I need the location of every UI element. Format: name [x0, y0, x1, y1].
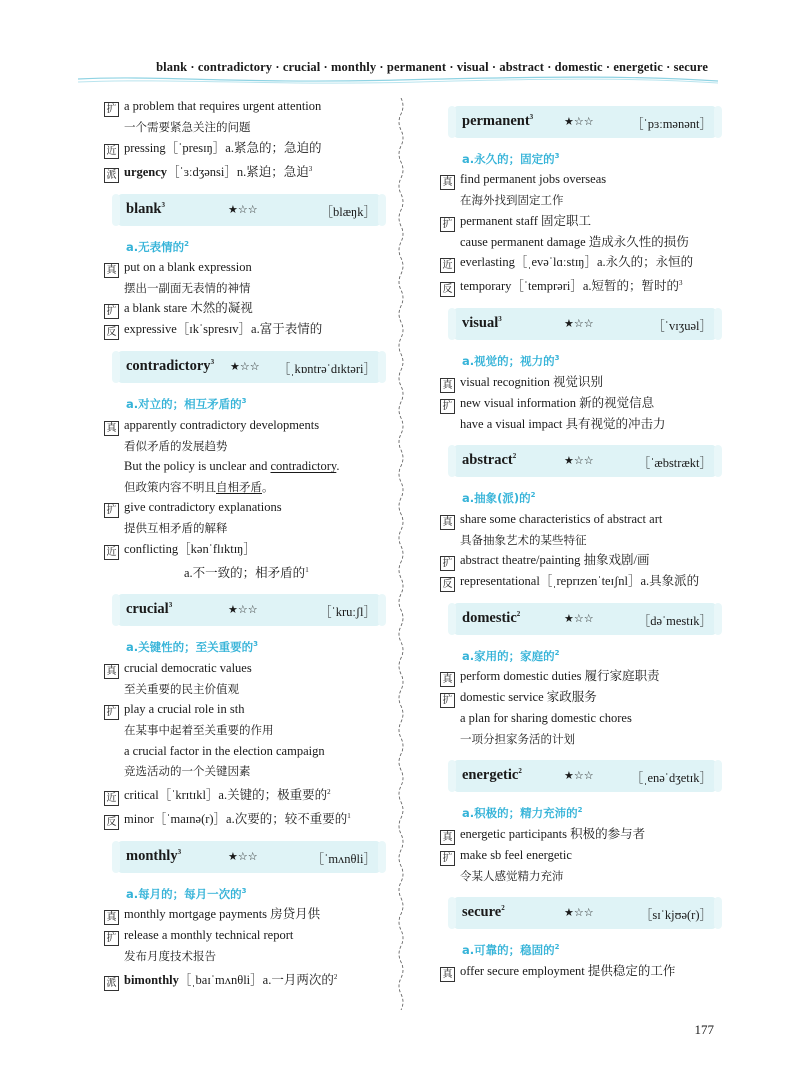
translation-line: 具备抽象艺术的某些特征 [460, 532, 587, 547]
derivative-line: 派 urgency［ˈɜːdʒənsi］n.紧迫；急迫$^3$ [104, 159, 386, 183]
tag-fan: 反 [440, 282, 455, 297]
tag-zhen: 真 [104, 664, 119, 679]
headword: contradictory$^3$ [126, 358, 215, 375]
example-line: 真 find permanent jobs overseas [440, 169, 722, 190]
synonym-line: 近 everlasting［ˌevəˈlɑːstɪŋ］a.永久的；永恒的 [440, 252, 722, 273]
entry-header-abstract [454, 445, 716, 477]
tag-pai: 派 [104, 976, 119, 991]
tag-zhen: 真 [104, 263, 119, 278]
example-line: 扩 permanent staff 固定职工 [440, 211, 722, 232]
tag-jin: 近 [104, 791, 119, 806]
tag-zhen: 真 [440, 378, 455, 393]
translation-line: 摆出一副面无表情的神情 [124, 280, 251, 295]
translation-line: 在海外找到固定工作 [460, 193, 564, 208]
part-of-speech: a.每月的；每月一次的$^3$ [126, 886, 247, 901]
part-of-speech: a.抽象(派)的$^2$ [462, 491, 536, 506]
phonetic: ［ˌenəˈdʒetɪk］ [630, 771, 712, 786]
tag-zhen: 真 [440, 515, 455, 530]
tag-zhen: 真 [104, 910, 119, 925]
phonetic: ［blæŋk］ [320, 204, 376, 219]
translation-line: 发布月度技术报告 [124, 949, 216, 964]
column-divider [396, 98, 406, 1010]
phonetic: ［sɪˈkjʊə(r)］ [639, 908, 712, 923]
frequency-stars: ★☆☆ [228, 850, 258, 864]
part-of-speech: a.可靠的；稳固的$^2$ [462, 943, 560, 958]
tag-kuo: 扩 [104, 503, 119, 518]
example-line: 扩 a problem that requires urgent attention [104, 96, 386, 117]
part-of-speech: a.家用的；家庭的$^2$ [462, 648, 560, 663]
entry-header-blank [118, 194, 380, 226]
example-line: 真 apparently contradictory developments [104, 415, 386, 436]
frequency-stars: ★☆☆ [564, 612, 594, 626]
tag-jin: 近 [440, 258, 455, 273]
tag-kuo: 扩 [440, 556, 455, 571]
running-header: blank · contradictory · crucial · monthly · permanent · visual · abstract · domestic · energetic · secure [156, 60, 708, 74]
example-line: 扩 give contradictory explanations [104, 497, 386, 518]
example-line: 扩 make sb feel energetic [440, 845, 722, 866]
example-line: 真 put on a blank expression [104, 257, 386, 278]
translation-line: 在某事中起着至关重要的作用 [124, 723, 274, 738]
frequency-stars: ★☆☆ [564, 317, 594, 331]
derivative-line: 派 bimonthly［ˌbaɪˈmʌnθli］a.一月两次的$^2$ [104, 967, 386, 991]
example-line: 真 visual recognition 视觉识别 [440, 372, 722, 393]
left-column [104, 96, 386, 991]
entry-header-secure [454, 897, 716, 929]
headword: visual$^3$ [462, 315, 502, 332]
part-of-speech: a.关键性的；至关重要的$^3$ [126, 640, 259, 655]
example-line: 真 share some characteristics of abstract art [440, 509, 722, 530]
headword: secure$^2$ [462, 904, 505, 921]
tag-kuo: 扩 [440, 217, 455, 232]
tag-kuo: 扩 [440, 399, 455, 414]
header-rule [78, 76, 718, 86]
translation-line: 竞选活动的一个关键因素 [124, 764, 251, 779]
tag-jin: 近 [104, 144, 119, 159]
example-line: cause permanent damage 造成永久性的损伤 [460, 234, 689, 249]
tag-kuo: 扩 [104, 304, 119, 319]
entry-header-energetic [454, 760, 716, 792]
example-line: 扩 play a crucial role in sth [104, 699, 386, 720]
entry-header-contradictory [118, 351, 380, 383]
tag-kuo: 扩 [440, 851, 455, 866]
synonym-meaning: a.不一致的；相矛盾的$^1$ [184, 565, 309, 580]
example-line: 真 monthly mortgage payments 房贷月供 [104, 904, 386, 925]
tag-kuo: 扩 [104, 102, 119, 117]
page-number: 177 [694, 1022, 714, 1037]
tag-zhen: 真 [104, 421, 119, 436]
tag-zhen: 真 [440, 672, 455, 687]
phonetic: ［ˈpɜːmənənt］ [631, 117, 712, 131]
example-line: a crucial factor in the election campaign [124, 743, 325, 758]
right-column [440, 96, 722, 982]
headword: blank$^3$ [126, 200, 165, 217]
tag-fan: 反 [104, 815, 119, 830]
tag-zhen: 真 [440, 175, 455, 190]
antonym-line: 反 expressive［ɪkˈspresɪv］a.富于表情的 [104, 319, 386, 340]
antonym-line: 反 representational［ˌreprɪzenˈteɪʃnl］a.具象派的 [440, 571, 722, 592]
phonetic: ［dəˈmestɪk］ [637, 614, 712, 629]
tag-pai: 派 [104, 168, 119, 183]
part-of-speech: a.永久的；固定的$^3$ [462, 151, 560, 166]
frequency-stars: ★☆☆ [564, 769, 594, 783]
example-line: have a visual impact 具有视觉的冲击力 [460, 416, 666, 431]
example-line: a plan for sharing domestic chores [460, 711, 632, 726]
example-line: 扩 abstract theatre/painting 抽象戏剧/画 [440, 550, 722, 571]
frequency-stars: ★☆☆ [228, 603, 258, 617]
translation-line: 看似矛盾的发展趋势 [124, 438, 228, 453]
tag-jin: 近 [104, 545, 119, 560]
tag-kuo: 扩 [104, 931, 119, 946]
example-line: 真 offer secure employment 提供稳定的工作 [440, 961, 722, 982]
headword: abstract$^2$ [462, 452, 517, 469]
entry-header-domestic [454, 603, 716, 635]
part-of-speech: a.视觉的；视力的$^3$ [462, 354, 560, 369]
frequency-stars: ★☆☆ [564, 115, 594, 128]
tag-kuo: 扩 [104, 705, 119, 720]
translation-line: 一项分担家务活的计划 [460, 731, 575, 746]
headword: energetic$^2$ [462, 767, 522, 784]
tag-zhen: 真 [440, 967, 455, 982]
phonetic: ［ˈmʌnθli］ [311, 852, 376, 867]
entry-header-visual [454, 308, 716, 340]
translation-line: 一个需要紧急关注的问题 [124, 120, 251, 134]
example-line: 真 crucial democratic values [104, 658, 386, 679]
synonym-line: 近 critical［ˈkrɪtɪkl］a.关键的；极重要的$^2$ [104, 782, 386, 806]
entry-header-permanent [454, 106, 716, 138]
headword: domestic$^2$ [462, 610, 521, 627]
entry-header-crucial [118, 594, 380, 626]
phonetic: ［ˈæbstrækt］ [637, 456, 712, 471]
tag-fan: 反 [104, 325, 119, 340]
phonetic: ［ˈkruːʃl］ [319, 605, 376, 620]
phonetic: ［ˌkɒntrəˈdɪktəri］ [277, 362, 376, 377]
frequency-stars: ★☆☆ [230, 360, 260, 374]
synonym-line: 近 conflicting［kənˈflɪktɪŋ］ [104, 539, 386, 560]
part-of-speech: a.积极的；精力充沛的$^2$ [462, 806, 583, 821]
entry-header-monthly [118, 841, 380, 873]
example-line: 扩 new visual information 新的视觉信息 [440, 393, 722, 414]
headword: crucial$^3$ [126, 601, 173, 618]
antonym-line: 反 minor［ˈmaɪnə(r)］a.次要的；较不重要的$^1$ [104, 806, 386, 830]
antonym-line: 反 temporary［ˈtemprəri］a.短暂的；暂时的$^3$ [440, 273, 722, 297]
example-line: 扩 a blank stare 木然的凝视 [104, 298, 386, 319]
frequency-stars: ★☆☆ [228, 202, 258, 216]
translation-line: 提供互相矛盾的解释 [124, 521, 228, 536]
part-of-speech: a.对立的；相互矛盾的$^3$ [126, 397, 247, 412]
example-line: 扩 release a monthly technical report [104, 925, 386, 946]
synonym-line: 近 pressing［ˈpresɪŋ］a.紧急的；急迫的 [104, 138, 386, 159]
tag-zhen: 真 [440, 830, 455, 845]
tag-fan: 反 [440, 577, 455, 592]
example-line: 真 perform domestic duties 履行家庭职责 [440, 666, 722, 687]
translation-line: 至关重要的民主价值观 [124, 681, 239, 696]
translation-line: 但政策内容不明且自相矛盾。 [124, 479, 274, 494]
headword: permanent$^3$ [462, 113, 534, 129]
part-of-speech: a.无表情的$^2$ [126, 239, 190, 254]
headword: monthly$^3$ [126, 848, 182, 865]
tag-kuo: 扩 [440, 693, 455, 708]
example-line: But the policy is unclear and contradictory. [124, 459, 340, 474]
example-line: 扩 domestic service 家政服务 [440, 687, 722, 708]
phonetic: ［ˈvɪʒuəl］ [652, 319, 712, 334]
example-line: 真 energetic participants 积极的参与者 [440, 824, 722, 845]
frequency-stars: ★☆☆ [564, 906, 594, 920]
translation-line: 令某人感觉精力充沛 [460, 868, 564, 883]
frequency-stars: ★☆☆ [564, 454, 594, 468]
